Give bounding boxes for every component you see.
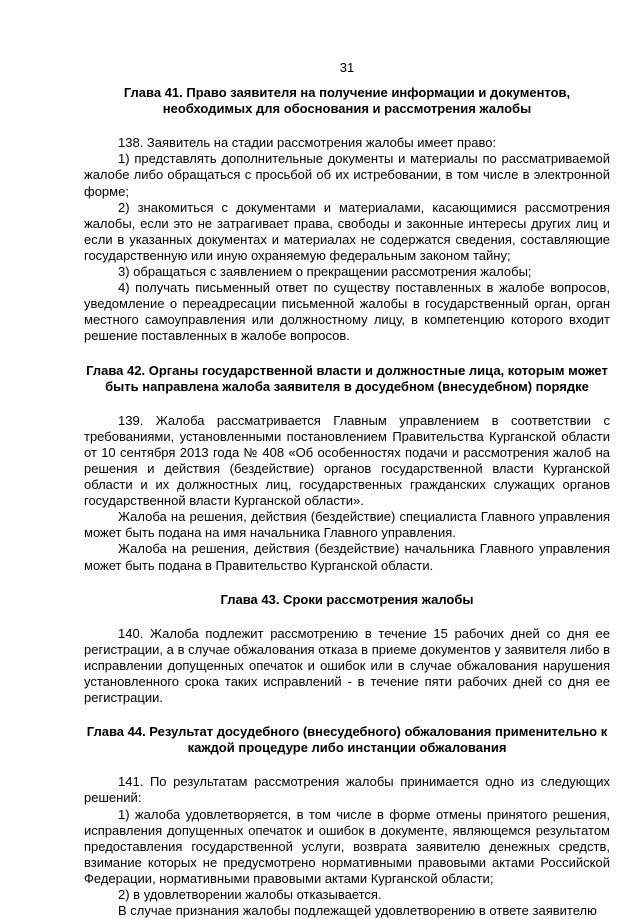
- chapter-heading-line: необходимых для обоснования и рассмотрения жалобы: [162, 101, 532, 117]
- paragraph: В случае признания жалобы подлежащей удовлетворению в ответе заявителю: [118, 903, 597, 919]
- paragraph: Жалоба на решения, действия (бездействие) специалиста Главного управления может быть подана на имя начальника Главного управления.: [84, 509, 610, 541]
- chapter-heading: [84, 363, 610, 395]
- paragraph: 1) жалоба удовлетворяется, в том числе в форме отмены принятого решения, исправления допущенных опечаток и ошибок в документе, являющемся результатом предоставления государственной услуги, возврата заявителю денежных средств, взимание которых не предусмотрено нормативными правовыми актами Российской Федерации, нормативными правовыми актами Курганской области;: [84, 806, 610, 886]
- paragraph: 3) обращаться с заявлением о прекращении рассмотрения жалобы;: [118, 264, 532, 280]
- chapter-42: [84, 363, 610, 574]
- chapter-heading-line: Глава 44. Результат досудебного (внесудебного) обжалования применительно к: [86, 724, 608, 740]
- paragraph: 1) представлять дополнительные документы и материалы по рассматриваемой жалобе либо обращаться с просьбой об их истребовании, в том числе в электронной форме;: [84, 151, 610, 199]
- chapter-heading: [84, 724, 610, 756]
- paragraph: 140. Жалоба подлежит рассмотрению в течение 15 рабочих дней со дня ее регистрации, а в случае обжалования отказа в приеме документов у заявителя либо в исправлении допущенных опечаток и ошибок или в случае обжалования нарушения установленного срока таких исправлений - в течение пяти рабочих дней со дня ее регистрации.: [84, 625, 610, 706]
- chapter-41: [84, 85, 610, 344]
- paragraph: 2) в удовлетворении жалобы отказывается.: [118, 887, 382, 903]
- paragraph: 4) получать письменный ответ по существу поставленных в жалобе вопросов, уведомление о переадресации письменной жалобы в государственный орган, орган местного самоуправления или должностному лицу, в компетенцию которого входит решение поставленных в жалобе вопросов.: [84, 280, 610, 344]
- paragraph: 139. Жалоба рассматривается Главным управлением в соответствии с требованиями, установленными постановлением Правительства Курганской области от 10 сентября 2013 года № 408 «Об особенностях подачи и рассмотрения жалоб на решения и действия (бездействие) органов государственной власти Курганской области и их должностных лиц, государственных гражданских служащих органов государственной власти Курганской области».: [84, 412, 610, 509]
- paragraph: Жалоба на решения, действия (бездействие) начальника Главного управления может быть подана в Правительство Курганской области.: [84, 541, 610, 573]
- paragraph: 138. Заявитель на стадии рассмотрения жалобы имеет право:: [118, 135, 497, 151]
- paragraph: 2) знакомиться с документами и материалами, касающимися рассмотрения жалобы, если это не затрагивает права, свободы и законные интересы других лиц и если в указанных документах и материалах не содержатся сведения, составляющие государственную или иную охраняемую федеральным законом тайну;: [84, 199, 610, 263]
- chapter-heading: [84, 592, 610, 608]
- chapter-heading-line: Глава 41. Право заявителя на получение информации и документов,: [123, 85, 571, 101]
- chapter-heading-line: Глава 42. Органы государственной власти и должностные лица, которым может: [86, 362, 608, 378]
- chapter-heading-line: Глава 43. Сроки рассмотрения жалобы: [220, 591, 474, 607]
- chapter-heading: [84, 85, 610, 117]
- chapter-heading-line: быть направлена жалоба заявителя в досудебном (внесудебном) порядке: [105, 378, 589, 394]
- page-number: 31: [339, 60, 355, 75]
- paragraph: 141. По результатам рассмотрения жалобы принимается одно из следующих решений:: [84, 774, 610, 806]
- chapter-heading-line: каждой процедуре либо инстанции обжалования: [187, 740, 507, 756]
- chapter-44: [84, 724, 610, 919]
- chapter-43: [84, 592, 610, 707]
